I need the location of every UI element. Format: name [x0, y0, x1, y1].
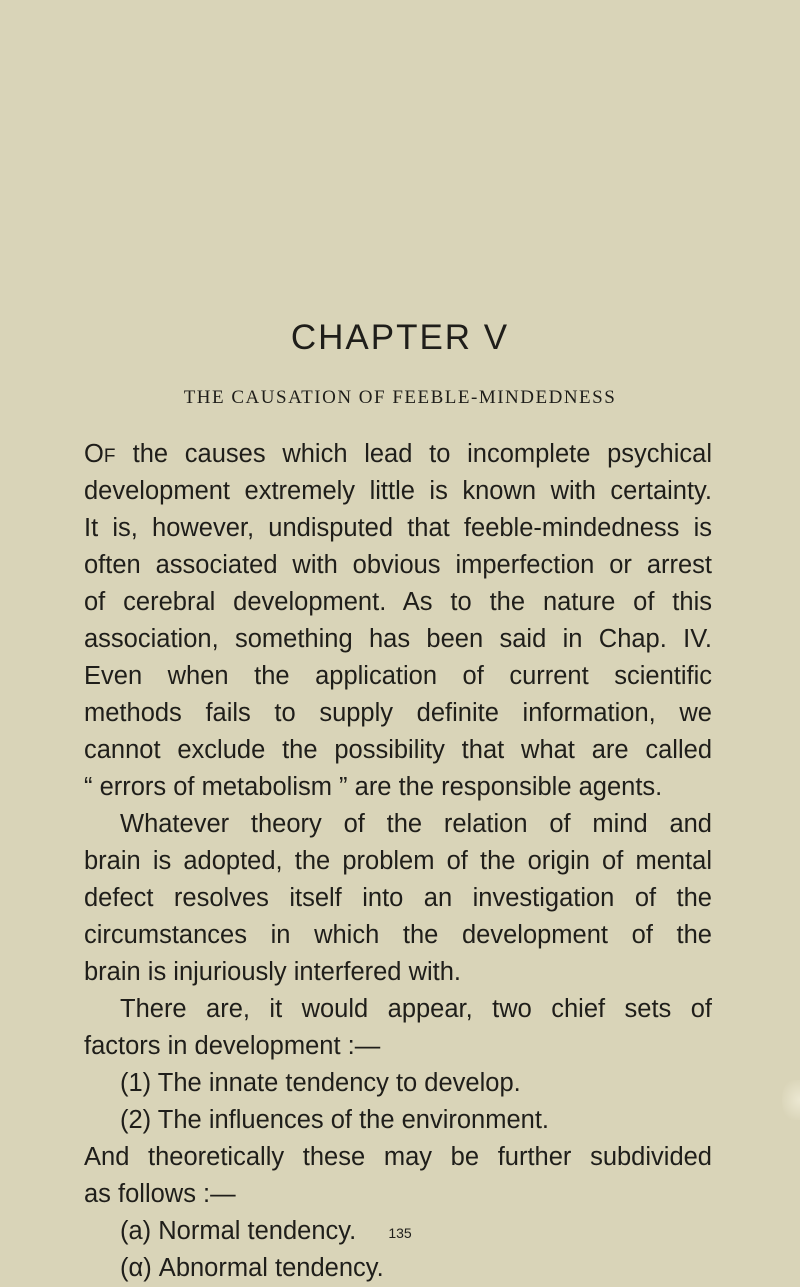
small-caps: F — [103, 446, 116, 467]
paragraph-line: And theoretically these may be further subdivided — [84, 1143, 712, 1171]
paragraph-line — [84, 436, 712, 473]
paragraph-line: Even when the application of current scientific — [84, 662, 712, 690]
paragraph-line: brain is injuriously interfered with. — [84, 958, 461, 986]
paragraph-line: There are, it would appear, two chief sets of — [120, 995, 712, 1023]
page-number: 135 — [388, 1225, 412, 1241]
paragraph-line: Whatever theory of the relation of mind and — [120, 810, 712, 838]
paragraph-line: association, something has been said in Chap. IV. — [84, 625, 712, 653]
paragraph-line: “ errors of metabolism ” are the responsible agents. — [84, 773, 663, 801]
paragraph-line: circumstances in which the development of the — [84, 921, 712, 949]
paragraph-line: as follows :— — [84, 1180, 236, 1208]
list-item: (a) Normal tendency. — [120, 1217, 357, 1245]
list-item: (2) The influences of the environment. — [120, 1106, 550, 1134]
paragraph-line: often associated with obvious imperfection or arrest — [84, 551, 712, 579]
body-text — [84, 436, 712, 1287]
line-text: the causes which lead to incomplete psychical — [115, 440, 712, 468]
list-item: (α) Abnormal tendency. — [120, 1254, 384, 1282]
paragraph-line: factors in development :— — [84, 1032, 381, 1060]
chapter-title: CHAPTER V — [290, 318, 510, 357]
paragraph-line: cannot exclude the possibility that what are called — [84, 736, 712, 764]
paragraph-line: brain is adopted, the problem of the origin of mental — [84, 847, 712, 875]
paragraph-line: It is, however, undisputed that feeble-mindedness is — [84, 514, 712, 542]
paragraph-line: defect resolves itself into an investigation of the — [84, 884, 712, 912]
drop-cap: O — [84, 440, 104, 468]
paragraph-line: development extremely little is known with certainty. — [84, 477, 712, 505]
chapter-subtitle: THE CAUSATION OF FEEBLE-MINDEDNESS — [183, 387, 617, 408]
paper-stain — [782, 1080, 800, 1120]
paragraph-line: of cerebral development. As to the nature of this — [84, 588, 712, 616]
paragraph-line: methods fails to supply definite information, we — [84, 699, 712, 727]
list-item: (1) The innate tendency to develop. — [120, 1069, 521, 1097]
